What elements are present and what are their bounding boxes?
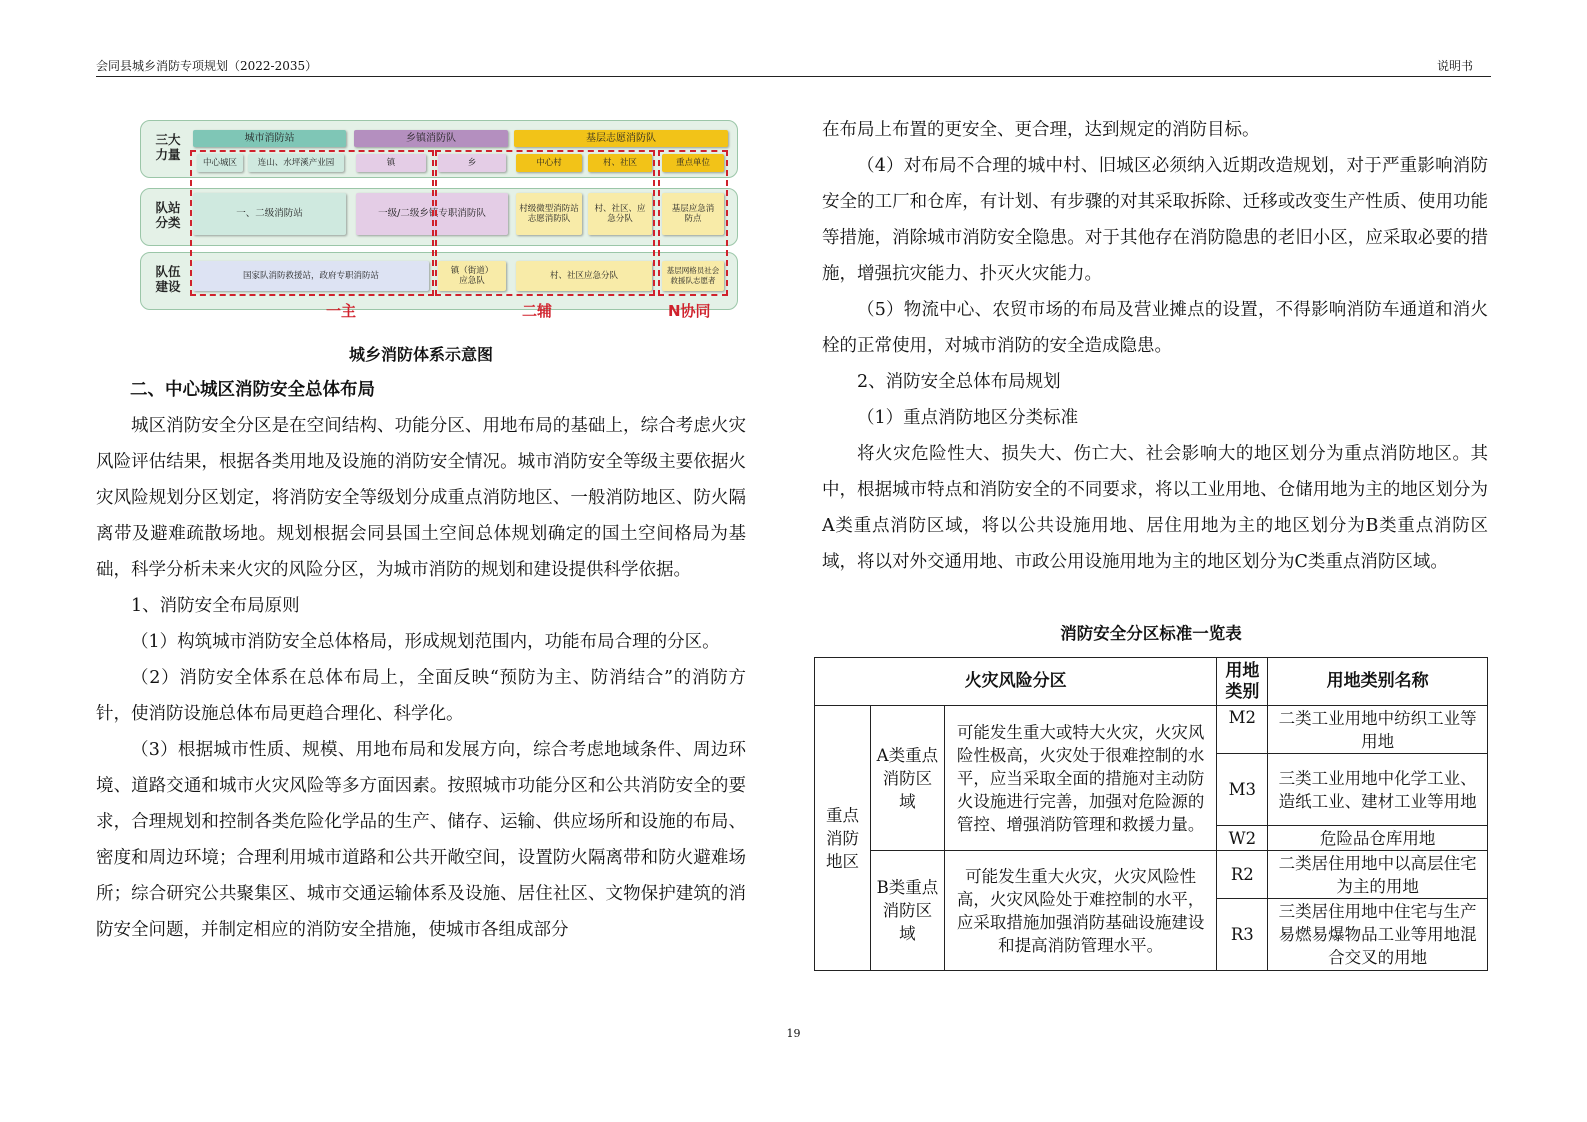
left-column (96, 372, 746, 948)
group-frame-coordination (658, 150, 728, 296)
team-grid-volunteers: 基层网格员社会救援队志愿者 (662, 261, 724, 291)
group-a-description: 可能发生重大或特大火灾，火灾风险性极高，火灾处于很难控制的水平，应当采取全面的措施对主动防火设施进行完善，加强对危险源的管控、增强消防管理和救援力量。 (944, 706, 1217, 851)
group-b-name: B类重点消防区域 (870, 851, 944, 971)
document-type: 说明书 (1436, 59, 1473, 73)
land-code: W2 (1217, 826, 1268, 851)
unit-township: 乡 (438, 154, 506, 172)
force-volunteer-team: 基层志愿消防队 (514, 130, 728, 147)
table-header-row (815, 658, 1488, 706)
page-header (96, 55, 1491, 77)
row-label-forces: 三大 力量 (155, 132, 181, 162)
group-label-main: 一主 (326, 302, 357, 320)
principle-1: （1）构筑城市消防安全总体格局，形成规划范围内，功能布局合理的分区。 (131, 632, 720, 652)
land-code: R3 (1217, 899, 1268, 971)
land-name: 三类工业用地中化学工业、造纸工业、建材工业等用地 (1268, 754, 1488, 826)
paragraph-intro: 城区消防安全分区是在空间结构、功能分区、用地布局的基础上，综合考虑火灾风险评估结果，根据各类用地及设施的消防安全情况。城市消防安全等级主要依据火灾风险规划分区划定，将消防安全等级划分成重点消防地区、一般消防地区、防火隔离带及避难疏散场地。规划根据会同县国土空间总体规划确定的国土空间格局为基础，科学分析未来火灾的风险分区，为城市消防的规划和建设提供科学依据。 (96, 416, 746, 580)
row-label-teams: 队伍 建设 (155, 264, 181, 294)
principle-4: （4）对布局不合理的城中村、旧城区必须纳入近期改造规划，对于严重影响消防安全的工厂和仓库，有计划、有步骤的对其采取拆除、迁移或改变生产性质、使用功能等措施，消除城市消防安全隐患。对于其他存在消防隐患的老旧小区，应采取必要的措施，增强抗灾能力、扑灭火灾能力。 (822, 156, 1488, 284)
group-a-name: A类重点消防区域 (870, 706, 944, 851)
subheading-classification: （1）重点消防地区分类标准 (857, 408, 1079, 428)
station-grassroots-point: 基层应急消防点 (662, 193, 724, 235)
section-title: 二、中心城区消防安全总体布局 (130, 380, 375, 400)
page-number: 19 (786, 1027, 801, 1040)
force-township-team: 乡镇消防队 (354, 130, 508, 147)
principle-3-continued: 在布局上布置的更安全、更合理，达到规定的消防目标。 (822, 120, 1260, 140)
unit-industrial-park: 连山、水坪溪产业园 (248, 154, 344, 172)
principle-3: （3）根据城市性质、规模、用地布局和发展方向，综合考虑地域条件、周边环境、道路交通和城市火灾风险等多方面因素。按照城市功能分区和公共消防安全的要求，合理规划和控制各类危险化学品的生产、储存、运输、供应场所和设施的布局、密度和周边环境；合理利用城市道路和公共开敞空间，设置防火隔离带和防火避难场所；综合研究公共聚集区、城市交通运输体系及设施、居住社区、文物保护建筑的消防安全问题，并制定相应的消防安全措施，使城市各组成部分 (96, 740, 746, 940)
station-village-micro: 村级微型消防站志愿消防队 (516, 193, 582, 235)
fire-system-diagram (140, 118, 740, 324)
header-land-name: 用地类别名称 (1268, 658, 1488, 706)
unit-central-village: 中心村 (516, 154, 582, 172)
row-label-stations: 队站 分类 (155, 200, 181, 230)
station-township-professional: 一级/二级乡镇专职消防队 (356, 193, 508, 235)
subheading-layout-planning: 2、消防安全总体布局规划 (857, 372, 1061, 392)
principle-5: （5）物流中心、农贸市场的布局及营业摊点的设置，不得影响消防车通道和消火栓的正常使用，对城市消防的安全造成隐患。 (822, 300, 1488, 356)
header-land-code: 用地类别 (1217, 658, 1268, 706)
group-frame-main (190, 150, 434, 296)
group-frame-auxiliary (435, 150, 655, 296)
land-name: 二类工业用地中纺织工业等用地 (1268, 706, 1488, 754)
force-city-station: 城市消防站 (193, 130, 346, 147)
land-name: 危险品仓库用地 (1268, 826, 1488, 851)
station-village-emergency: 村、社区、应急分队 (588, 193, 652, 235)
table-row (815, 851, 1488, 899)
zoning-standards-table (814, 657, 1488, 971)
table-title: 消防安全分区标准一览表 (1060, 624, 1242, 643)
right-column (822, 112, 1488, 580)
diagram-caption: 城乡消防体系示意图 (348, 345, 493, 364)
zone-key-area: 重点消防地区 (815, 706, 871, 971)
paragraph-classification: 将火灾危险性大、损失大、伤亡大、社会影响大的地区划分为重点消防地区。其中，根据城市特点和消防安全的不同要求，将以工业用地、仓储用地为主的地区划分为A类重点消防区域，将以公共设施用地、居住用地为主的地区划分为B类重点消防区域，将以对外交通用地、市政公用设施用地为主的地区划分为C类重点消防区域。 (822, 444, 1488, 572)
group-b-description: 可能发生重大火灾，火灾风险性高，火灾风险处于难控制的水平，应采取措施加强消防基础设施建设和提高消防管理水平。 (944, 851, 1217, 971)
land-name: 二类居住用地中以高层住宅为主的用地 (1268, 851, 1488, 899)
group-label-auxiliary: 二辅 (522, 302, 553, 320)
unit-center-city: 中心城区 (197, 154, 243, 172)
team-town-emergency: 镇（街道）应急队 (438, 261, 506, 291)
table-row (815, 706, 1488, 754)
header-risk-zone: 火灾风险分区 (815, 658, 1217, 706)
unit-key-entity: 重点单位 (662, 154, 724, 172)
unit-town: 镇 (356, 154, 426, 172)
land-name: 三类居住用地中住宅与生产易燃易爆物品工业等用地混合交叉的用地 (1268, 899, 1488, 971)
land-code: M2 (1217, 706, 1268, 754)
team-national-rescue: 国家队消防救援站，政府专职消防站 (193, 261, 429, 291)
unit-village-community: 村、社区 (588, 154, 652, 172)
team-village-emergency: 村、社区应急分队 (516, 261, 652, 291)
land-code: M3 (1217, 754, 1268, 826)
document-title: 会同县城乡消防专项规划（2022-2035） (96, 59, 318, 73)
principle-2: （2）消防安全体系在总体布局上，全面反映“预防为主、防消结合”的消防方针，使消防设施总体布局更趋合理化、科学化。 (96, 668, 746, 724)
station-level-1-2: 一、二级消防站 (193, 193, 346, 235)
land-code: R2 (1217, 851, 1268, 899)
group-label-coordination: N协同 (668, 302, 711, 320)
subheading-principles: 1、消防安全布局原则 (131, 596, 300, 616)
